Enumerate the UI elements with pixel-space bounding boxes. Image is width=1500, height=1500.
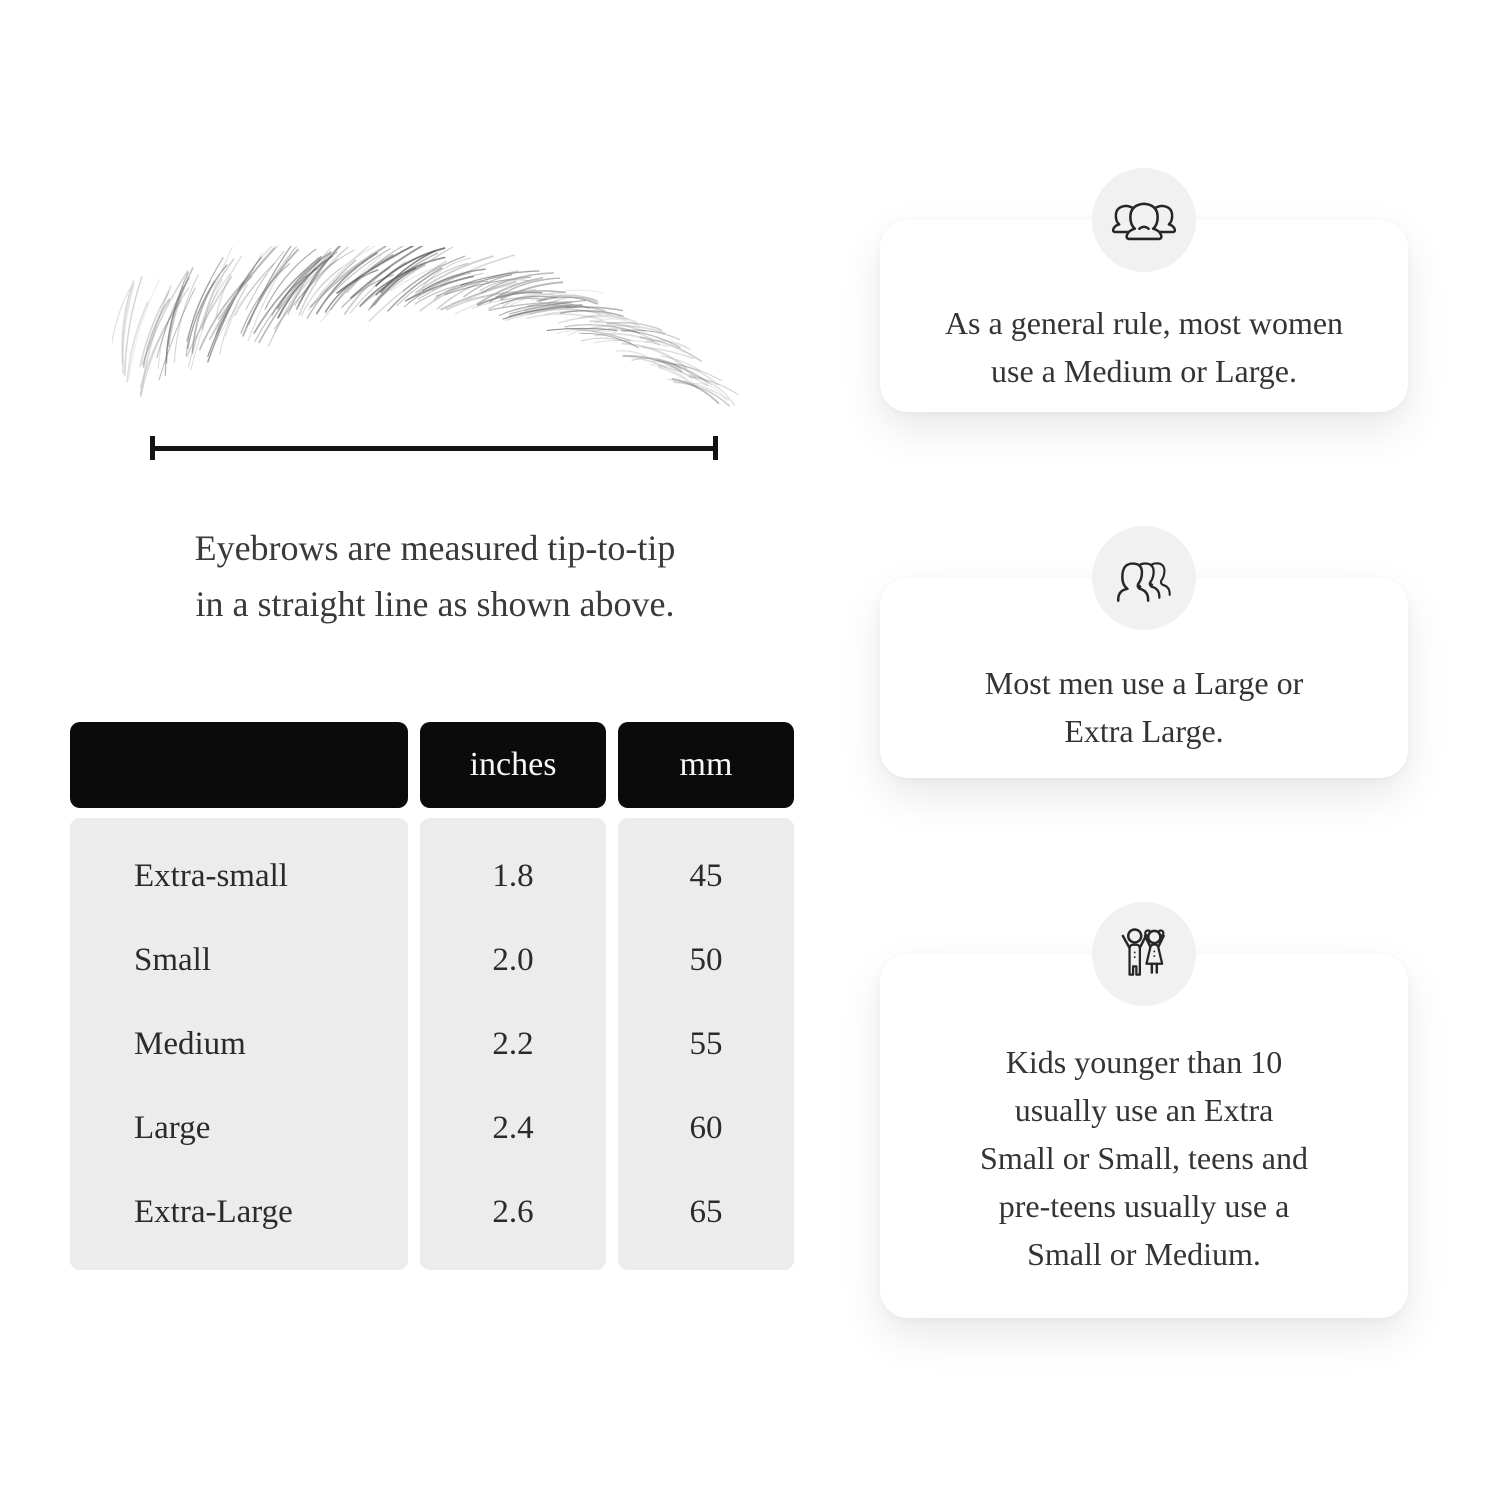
table-header-size [70, 722, 408, 808]
size-value-mm: 65 [689, 1193, 723, 1230]
size-value-mm: 45 [689, 857, 723, 894]
table-column-mm [618, 818, 794, 1270]
women-guideline-text [904, 299, 1384, 395]
card-line: use a Medium or Large. [991, 353, 1297, 389]
card-line: As a general rule, most women [944, 305, 1344, 341]
card-line: Kids younger than 10 [1005, 1044, 1283, 1080]
measurement-caption-line2: in a straight line as shown above. [195, 584, 675, 624]
women-icon-badge [1092, 168, 1196, 272]
measurement-line-bar [155, 446, 713, 451]
size-value-inches: 2.2 [492, 1025, 534, 1062]
men-guideline-text [904, 659, 1384, 755]
measurement-caption [72, 520, 798, 632]
kids-guideline-text [904, 1038, 1384, 1278]
size-value-inches: 1.8 [492, 857, 534, 894]
size-row-label: Large [134, 1109, 211, 1146]
size-row-label: Small [134, 941, 212, 978]
men-icon-badge [1092, 526, 1196, 630]
card-line: Small or Small, teens and [980, 1140, 1308, 1176]
measurement-caption-line1: Eyebrows are measured tip-to-tip [194, 528, 676, 568]
size-value-inches: 2.4 [492, 1109, 534, 1146]
measurement-line-right-tick [713, 436, 718, 460]
card-line: Extra Large. [1064, 713, 1224, 749]
size-value-mm: 55 [689, 1025, 723, 1062]
size-value-inches: 2.6 [492, 1193, 534, 1230]
women-guideline-card [880, 220, 1408, 412]
men-group-icon [1111, 548, 1177, 608]
men-guideline-card [880, 578, 1408, 778]
card-line: Most men use a Large or [984, 665, 1304, 701]
size-row-label: Extra-small [134, 857, 288, 894]
kids-guideline-card [880, 954, 1408, 1318]
size-row-label: Medium [134, 1025, 246, 1062]
women-group-icon [1111, 190, 1177, 250]
table-header-inches: inches [420, 722, 606, 808]
size-value-mm: 60 [689, 1109, 723, 1146]
size-value-inches: 2.0 [492, 941, 534, 978]
card-line: usually use an Extra [1014, 1092, 1274, 1128]
eyebrow-illustration [112, 246, 742, 416]
table-column-inches [420, 818, 606, 1270]
kids-icon [1111, 924, 1177, 984]
size-chart-table [70, 722, 794, 1270]
card-line: Small or Medium. [1027, 1236, 1261, 1272]
size-row-label: Extra-Large [134, 1193, 293, 1230]
kids-icon-badge [1092, 902, 1196, 1006]
measurement-line [150, 436, 718, 460]
card-line: pre-teens usually use a [998, 1188, 1290, 1224]
table-header-mm: mm [618, 722, 794, 808]
size-value-mm: 50 [689, 941, 723, 978]
eyebrow-sketch-svg [112, 246, 742, 416]
table-column-sizes [70, 818, 408, 1270]
